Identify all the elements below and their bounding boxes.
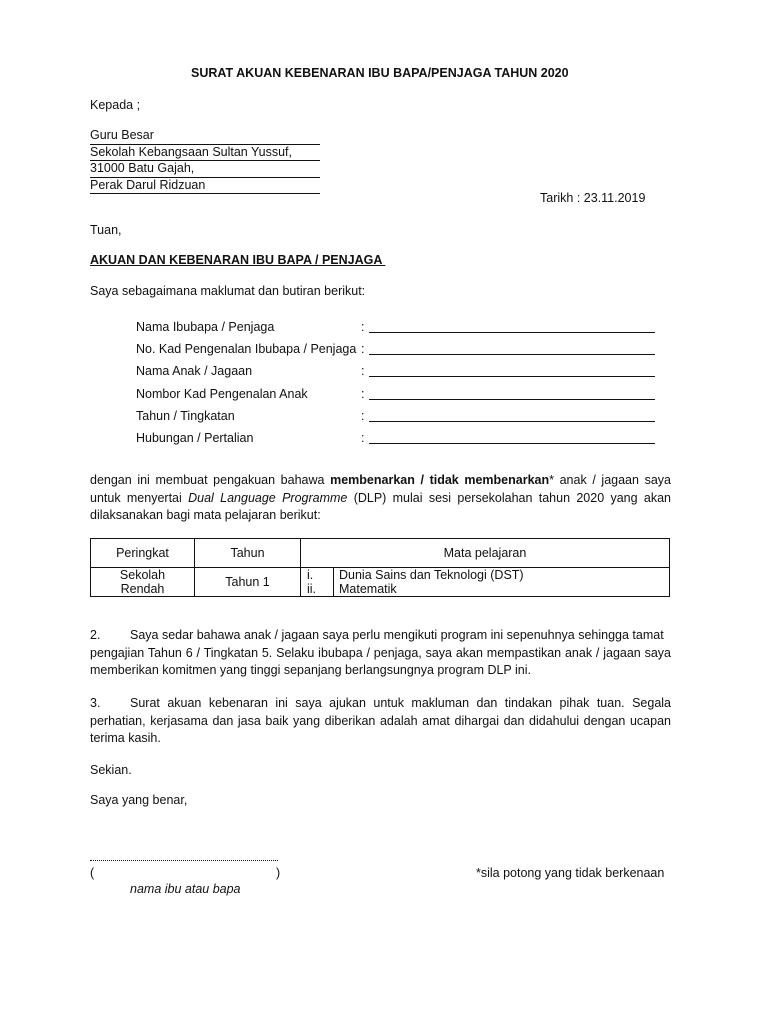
field-label: Tahun / Tingkatan <box>136 409 235 423</box>
letter-date: Tarikh : 23.11.2019 <box>540 191 646 205</box>
field-colon: : <box>361 431 365 445</box>
field-label: Hubungan / Pertalian <box>136 431 254 445</box>
closing: Sekian. <box>90 763 132 777</box>
table-cell-level: Sekolah Rendah <box>91 568 195 597</box>
field-colon: : <box>361 409 365 423</box>
table-cell-numbering: i. ii. <box>301 568 334 597</box>
table-header: Mata pelajaran <box>301 539 670 568</box>
address-line: Sekolah Kebangsaan Sultan Yussuf, <box>90 145 320 162</box>
relationship-field[interactable] <box>369 431 655 444</box>
consent-options: membenarkan / tidak membenarkan <box>330 473 550 487</box>
field-label: Nombor Kad Pengenalan Anak <box>136 387 308 401</box>
signature-line[interactable] <box>90 852 278 861</box>
table-header: Peringkat <box>91 539 195 568</box>
signature-caption: nama ibu atau bapa <box>130 882 241 896</box>
parent-ic-field[interactable] <box>369 342 655 355</box>
intro-text: Saya sebagaimana maklumat dan butiran berikut: <box>90 284 366 298</box>
year-form-field[interactable] <box>369 409 655 422</box>
programme-name: Dual Language Programme <box>188 490 348 505</box>
address-line: Guru Besar <box>90 128 320 145</box>
field-colon: : <box>361 320 365 334</box>
address-line: Perak Darul Ridzuan <box>90 178 320 195</box>
field-colon: : <box>361 387 365 401</box>
signoff: Saya yang benar, <box>90 793 188 807</box>
paragraph-3: 3. Surat akuan kebenaran ini saya ajukan untuk makluman dan tindakan pihak tuan. Segala perhatian, kerjasama dan jasa baik yang diberikan adalah amat dihargai dan didahului dengan ucapan terima kasih. <box>90 696 671 745</box>
letter-title: SURAT AKUAN KEBENARAN IBU BAPA/PENJAGA TAHUN 2020 <box>191 66 569 80</box>
address-line: 31000 Batu Gajah, <box>90 161 320 178</box>
table-header: Tahun <box>195 539 301 568</box>
recipient-to: Kepada ; <box>90 98 141 112</box>
subject-table <box>90 538 670 597</box>
signature-open-paren: ( <box>90 866 95 880</box>
paragraph-2: 2. Saya sedar bahawa anak / jagaan saya perlu mengikuti program ini sepenuhnya sehingga tamat pengajian Tahun 6 / Tingkatan 5. Selaku ibubapa / penjaga, saya akan mempastikan anak / jagaan saya memberikan komitmen yang tinggi sepanjang berlangsungnya program DLP ini. <box>90 628 671 677</box>
table-cell-subjects: Dunia Sains dan Teknologi (DST) Matematik <box>334 568 670 597</box>
child-ic-field[interactable] <box>369 387 655 400</box>
signature-close-paren: ) <box>276 866 281 880</box>
field-colon: : <box>361 342 365 356</box>
field-label: Nama Ibubapa / Penjaga <box>136 320 275 334</box>
footnote: *sila potong yang tidak berkenaan <box>476 866 665 880</box>
section-heading: AKUAN DAN KEBENARAN IBU BAPA / PENJAGA <box>90 253 386 267</box>
field-colon: : <box>361 364 365 378</box>
child-name-field[interactable] <box>369 364 655 377</box>
parent-name-field[interactable] <box>369 320 655 333</box>
recipient-address <box>90 128 320 194</box>
field-label: No. Kad Pengenalan Ibubapa / Penjaga <box>136 342 357 356</box>
field-label: Nama Anak / Jagaan <box>136 364 253 378</box>
greeting: Tuan, <box>90 223 122 237</box>
table-cell-year: Tahun 1 <box>195 568 301 597</box>
declaration-paragraph: dengan ini membuat pengakuan bahawa membenarkan / tidak membenarkan* anak / jagaan saya untuk menyertai Dual Language Programme (DLP) mulai sesi persekolahan tahun 2020 yang akan dilaksanakan bagi mata pelajaran berikut: <box>90 473 671 522</box>
